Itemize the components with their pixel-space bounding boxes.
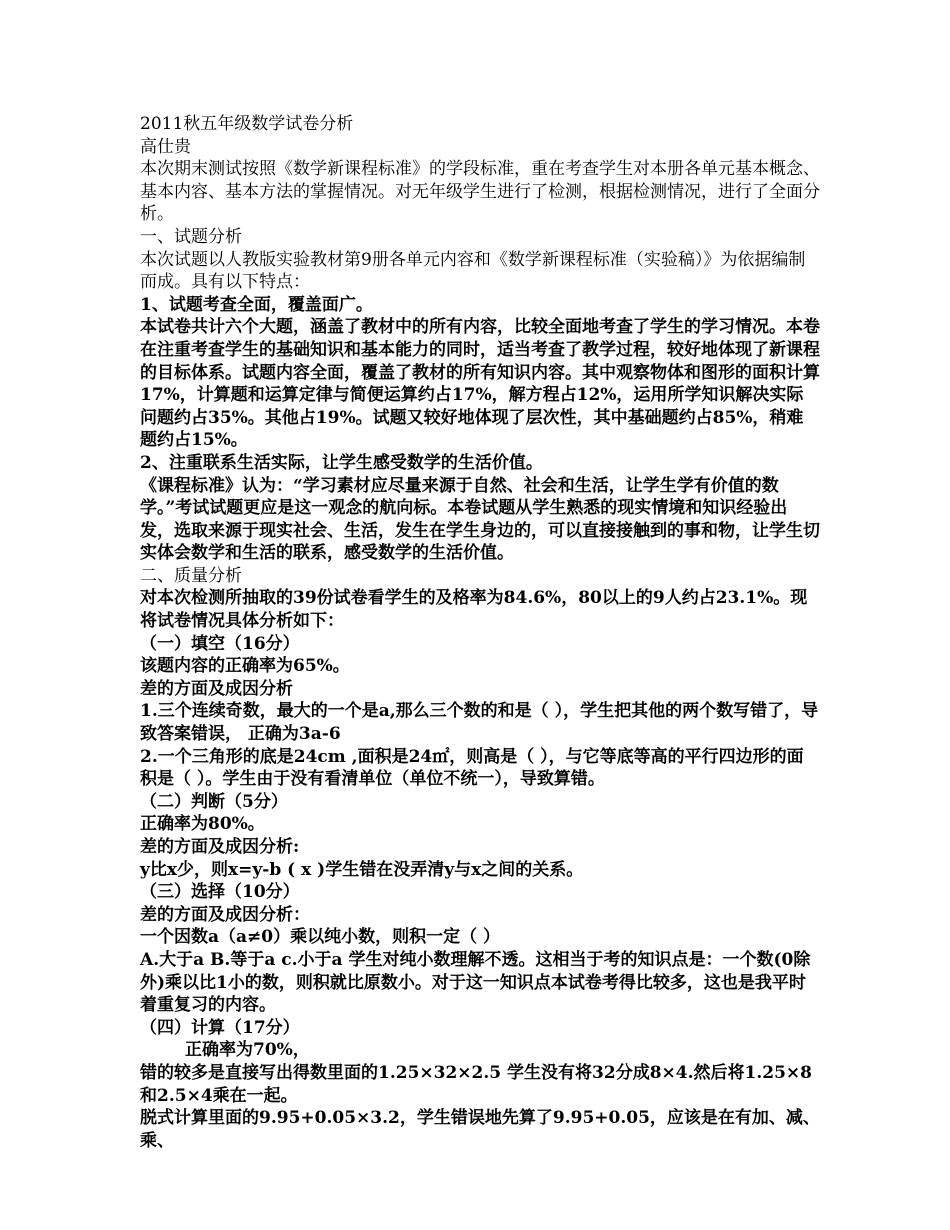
paragraph: 正确率为80%。 [140,814,265,835]
paragraph: 1.三个连续奇数，最大的一个是a,那么三个数的和是（ ），学生把其他的两个数写错了，导致答案错误， 正确为3a-6 [140,701,819,745]
paragraph: 对本次检测所抽取的39份试卷看学生的及格率为84.6%，80以上的9人约占23.1%。现将试卷情况具体分析如下： [140,588,808,632]
document-body [140,158,820,1152]
paragraph: 《课程标准》认为：“学习素材应尽量来源于自然、社会和生活，让学生学有价值的数学。”考试试题更应是这一观念的航向标。本卷试题从学生熟悉的现实情境和知识经验出发，选取来源于现实社会、生活，发生在学生身边的，可以直接接触到的事和物，让学生切实体会数学和生活的联系，感受数学的生活价值。 [140,475,820,564]
paragraph: 错的较多是直接写出得数里面的1.25×32×2.5 学生没有将32分成8×4.然后将1.25×8和2.5×4乘在一起。 [140,1062,812,1106]
paragraph: y比x少，则x=y-b ( x )学生错在没弄清y与x之间的关系。 [140,859,584,880]
paragraph: 该题内容的正确率为65%。 [140,656,350,677]
paragraph: 二、质量分析 [140,565,242,586]
paragraph: 本次试题以人教版实验教材第9册各单元内容和《数学新课程标准（实验稿）》为依据编制而成。具有以下特点： [140,249,806,293]
paragraph: 一个因数a（a≠0）乘以纯小数，则积一定（ ） [140,927,501,948]
document-title: 2011秋五年级数学试卷分析 [140,114,354,134]
document-author: 高仕贵 [140,136,191,157]
paragraph: 差的方面及成因分析 [140,678,293,699]
paragraph: （二）判断（5分） [140,791,288,812]
paragraph: 差的方面及成因分析： [140,904,310,925]
paragraph: 脱式计算里面的9.95+0.05×3.2，学生错误地先算了9.95+0.05，应该是在有加、减、乘、 [140,1108,820,1151]
paragraph: 2.一个三角形的底是24cm ,面积是24㎡，则高是（ ），与它等底等高的平行四边形的面积是（ ）。学生由于没有看清单位（单位不统一），导致算错。 [140,746,804,790]
paragraph: 1、试题考查全面，覆盖面广。 [140,294,373,315]
document-page [140,113,820,1152]
paragraph: （四）计算（17分） [140,1017,300,1038]
paragraph: 正确率为70%， [185,1040,310,1061]
paragraph: （一）填空（16分） [140,633,300,654]
paragraph: 本次期末测试按照《数学新课程标准》的学段标准，重在考查学生对本册各单元基本概念、基本内容、基本方法的掌握情况。对无年级学生进行了检测，根据检测情况，进行了全面分析。 [140,159,820,225]
paragraph: 本试卷共计六个大题，涵盖了教材中的所有内容，比较全面地考查了学生的学习情况。本卷在注重考查学生的基础知识和基本能力的同时，适当考查了教学过程，较好地体现了新课程的目标体系。试题内容全面，覆盖了教材的所有知识内容。其中观察物体和图形的面积计算17%，计算题和运算定律与简便运算约占17%，解方程占12%，运用所学知识解决实际问题约占35%。其他占19%。试题又较好地体现了层次性，其中基础题约占85%，稍难题约占15%。 [140,317,820,451]
paragraph: A.大于a B.等于a c.小于a 学生对纯小数理解不透。这相当于考的知识点是：一个数(0除外)乘以比1小的数，则积就比原数小。对于这一知识点本试卷考得比较多，这也是我平时着重复习的内容。 [140,949,811,1016]
paragraph: （三）选择（10分） [140,882,300,903]
paragraph: 2、注重联系生活实际，让学生感受数学的生活价值。 [140,452,543,473]
paragraph: 差的方面及成因分析: [140,837,300,857]
paragraph: 一、试题分析 [140,226,242,247]
